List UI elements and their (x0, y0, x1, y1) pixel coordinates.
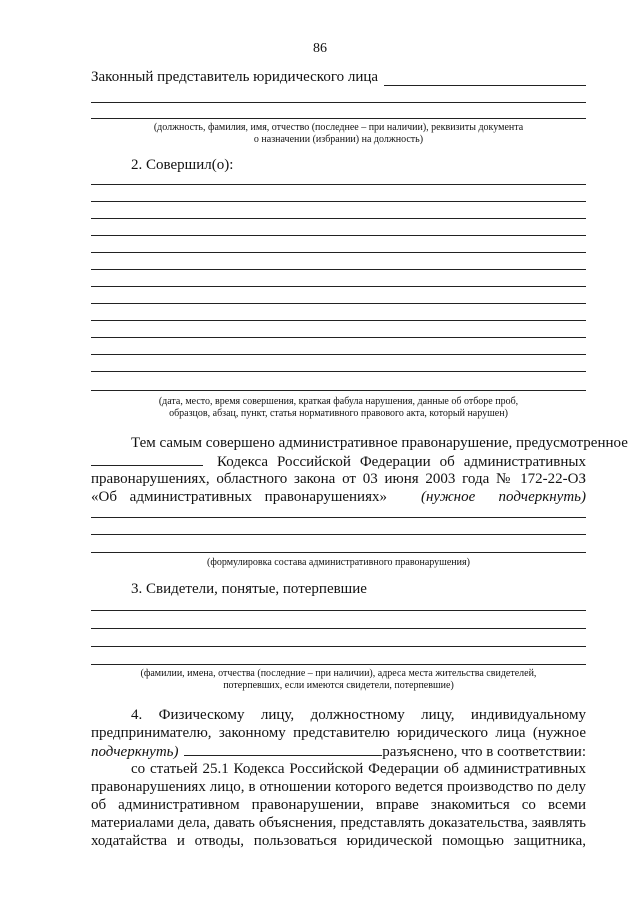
offense-line[interactable] (91, 534, 586, 535)
section-4-line-3-row (91, 742, 586, 761)
section-2-caption-2: образцов, абзац, пункт, статья нормативного правового акта, который нарушен) (169, 408, 508, 419)
offense-line-4-row (91, 488, 586, 506)
section-2-line[interactable] (91, 286, 586, 287)
section-4-line-6: об административном правонарушении, вправе знакомиться со всеми (91, 797, 586, 813)
section-2-line[interactable] (91, 303, 586, 304)
legal-rep-blank[interactable] (384, 85, 586, 86)
section-3-heading: 3. Свидетели, понятые, потерпевшие (131, 581, 367, 597)
offense-line-2-row (91, 452, 586, 471)
offense-line-3: правонарушениях, областного закона от 03 июня 2003 года № 172-22-ОЗ (91, 471, 586, 487)
section-4-line-3-end: разъяснено, что в соответствии: (382, 744, 586, 760)
offense-line-4: «Об административных правонарушениях» (91, 489, 387, 505)
section-2-line[interactable] (91, 184, 586, 185)
section-4-line-2-row (91, 724, 586, 742)
offense-line-2: Кодекса Российской Федерации об административных (217, 454, 586, 470)
legal-rep-label: Законный представитель юридического лица (91, 69, 379, 85)
section-3-line[interactable] (91, 664, 586, 665)
section-3-line[interactable] (91, 628, 586, 629)
section-2-line[interactable] (91, 201, 586, 202)
section-3-caption-1: (фамилии, имена, отчества (последние – при наличии), адреса места жительства свидетелей, (140, 668, 537, 679)
section-2-heading: 2. Совершил(о): (131, 157, 234, 173)
offense-caption: (формулировка состава административного правонарушения) (207, 557, 470, 568)
section-3-line[interactable] (91, 646, 586, 647)
section-2-line[interactable] (91, 269, 586, 270)
section-2-line[interactable] (91, 235, 586, 236)
section-2-caption-1: (дата, место, время совершения, краткая фабула нарушения, данные об отборе проб, (158, 396, 519, 407)
section-4-choose-underline-note: подчеркнуть) (91, 744, 179, 760)
section-2-line[interactable] (91, 320, 586, 321)
section-4-line-4: со статьей 25.1 Кодекса Российской Федерации об административных (131, 761, 586, 777)
page-number: 86 (313, 41, 327, 56)
offense-line[interactable] (91, 552, 586, 553)
legal-rep-line-2[interactable] (91, 102, 586, 103)
section-2-line[interactable] (91, 354, 586, 355)
section-4-line-1-row (131, 706, 586, 724)
section-4-line-1: 4. Физическому лицу, должностному лицу, индивидуальному (131, 707, 586, 723)
section-2-line[interactable] (91, 371, 586, 372)
offense-choose-underline-note: (нужное подчеркнуть) (421, 489, 586, 505)
section-3-line[interactable] (91, 610, 586, 611)
section-4-line-7: материалами дела, давать объяснения, представлять доказательства, заявлять (91, 815, 586, 831)
section-2-line[interactable] (91, 390, 586, 391)
section-2-line[interactable] (91, 218, 586, 219)
recipient-name-blank[interactable] (184, 742, 382, 756)
section-2-line[interactable] (91, 337, 586, 338)
section-4-line-4-row (131, 760, 586, 778)
section-4-line-8: ходатайства и отводы, пользоваться юридической помощью защитника, (91, 833, 586, 849)
offense-line-1: Тем самым совершено административное правонарушение, предусмотренное (131, 435, 628, 451)
section-4-line-2: предпринимателю, законному представителю юридического лица (нужное (91, 725, 586, 741)
legal-rep-caption-2: о назначении (избрании) на должность) (253, 134, 424, 145)
code-article-blank[interactable] (91, 452, 203, 466)
section-2-line[interactable] (91, 252, 586, 253)
offense-line[interactable] (91, 517, 586, 518)
legal-rep-caption-1: (должность, фамилия, имя, отчество (последнее – при наличии), реквизиты документа (153, 122, 524, 133)
legal-rep-line-3[interactable] (91, 118, 586, 119)
section-3-caption-2: потерпевших, если имеются свидетели, потерпевшие) (223, 680, 454, 691)
section-4-line-5: правонарушениях лицо, в отношении которого ведется производство по делу (91, 779, 586, 795)
